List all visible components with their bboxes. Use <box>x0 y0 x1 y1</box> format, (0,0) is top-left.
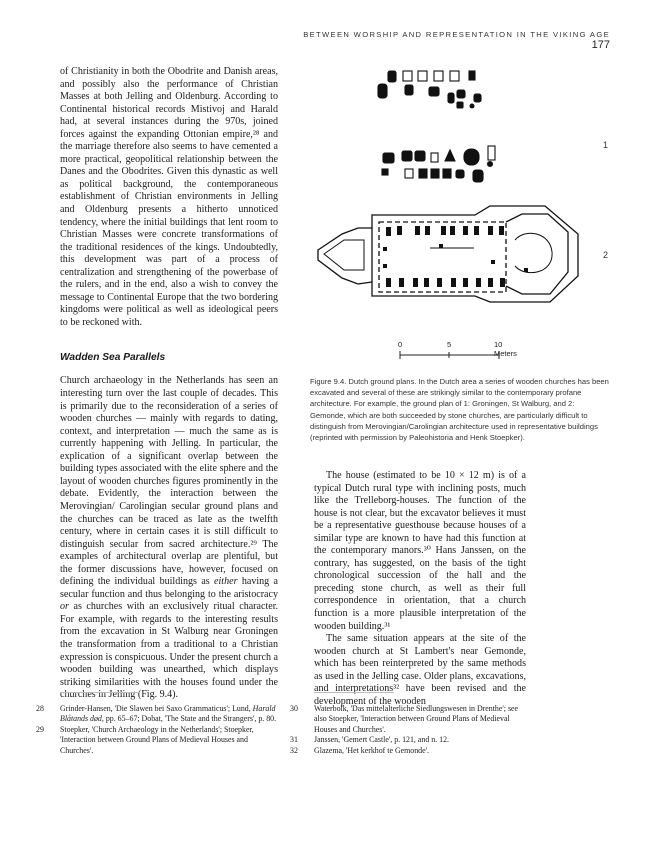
running-title: BETWEEN WORSHIP AND REPRESENTATION IN THE VIKING AGE <box>303 30 610 39</box>
body-paragraph: of Christianity in both the Obodrite and Danish areas, and possibly also the performance of Christian Masses at both Jelling and Oldenburg. According to Continental historical records Mistivoj and Harald had, at several instances during the 970s, joined forces against the expanding Ottonian empire,²⁸ and the marriage therefore also seems to have cemented a more practical, geopolitical relationship between the Danes and the Obodrites. Given this dynastic as well as political background, the contemporaneous establishment of Christian environments in Jelling and Oldenburg presents a hitherto unnoticed tendency, where the initial buildings that lent room to Christian Masses were concrete transformations of the traditional residences of the kings. Undoubtedly, this development was part of a process of centralization and strengthening of the powerbase of the rulers, and in the end, also a wish to convey the message to Continental Europe that the two bordering kingdoms were political as well as ideological peers to be reckoned with. <box>60 66 278 328</box>
scale-bar <box>384 340 517 365</box>
footnote <box>36 704 280 725</box>
footnote-number: 29 <box>36 724 44 734</box>
body-paragraph: The same situation appears at the site of the wooden church at St Lambert's near Gemonde, which has been reinterpreted by the same methods as used in the Jelling case. Older plans, excavations, and interpretations³² have been revised and the development of the wooden <box>314 633 526 707</box>
footnote-number: 28 <box>36 704 44 713</box>
right-column <box>314 470 526 708</box>
section-heading: Wadden Sea Parallels <box>60 352 166 364</box>
footnote-text: Glazema, 'Het kerkhof te Gemonde'. <box>314 745 430 755</box>
running-header <box>300 30 610 51</box>
figure-caption: Figure 9.4. Dutch ground plans. In the Dutch area a series of wooden churches has been excavated and several of these are strikingly similar to the contemporary profane architecture. For example, the ground plan of 1: Groningen, St Walburg, and 2: Gemonde, which are both succeeded by stone churches, are particularly difficult to distinguish from Merovingian/Carolingian architecture used in representative buildings (reprinted with permission by Paleohistoria and Henk Stoepker). <box>310 377 609 443</box>
footnote <box>290 735 530 745</box>
footnotes-right <box>290 704 530 756</box>
footnote-rule <box>314 692 394 693</box>
footnote-number: 31 <box>290 735 298 745</box>
footnote-italic: Harald Blåtands død <box>60 704 276 724</box>
text-run: Church archaeology in the Netherlands has seen an interesting turn over the last couple of decades. This is primarily due to the reconsideration of a series of wooden churches — mainly with regards to dating, context, and interpretation — much the same as is currently happening with Jelling. In particular, the explication of a significant overlap between the building types associated with the elite sphere and the layout of wooden churches figures prominently in the debate. Evidently, the interaction between the Merovingian/ Carolingian secular ground plans and the churches can be traced as late as the twelfth century, where in certain cases it is still difficult to distinguish secular from sacred architecture.²⁹ The examples of architectural overlap are plentiful, but the former discussions have, however, focused on defining the individual buildings as <box>60 375 278 588</box>
footnotes-left <box>36 704 280 756</box>
footnote-text: Waterbolk, 'Das mittelalterliche Siedlungswesen in Drenthe'; see also Stoepker, 'Interaction between Ground Plans of Medieval Houses and Churches'. <box>314 704 519 734</box>
plan-1-posts <box>378 71 495 182</box>
text-run: having a secular function and thus belonging to the aristocracy <box>60 576 278 600</box>
footnote-number: 30 <box>290 704 298 713</box>
footnote-text: Stoepker, 'Church Archaeology in the Netherlands'; Stoepker, 'Interaction between Ground Plans of Medieval Houses and Churches'. <box>60 724 254 755</box>
footnote-rule <box>60 692 140 693</box>
footnote-number: 32 <box>290 745 298 755</box>
body-paragraph <box>60 375 278 701</box>
emphasis: either <box>214 576 238 588</box>
scale-label: 5 <box>447 340 452 349</box>
emphasis: or <box>60 601 69 613</box>
plan-label-1: 1 <box>602 140 608 150</box>
footnote <box>290 704 530 735</box>
scale-label: 0 <box>398 340 403 349</box>
plan-2-church <box>318 206 578 302</box>
page-number: 177 <box>591 39 610 51</box>
ground-plan-figure <box>310 64 610 364</box>
plan-label-2: 2 <box>602 250 608 260</box>
footnote-text: , pp. 65–67; Dobat, 'The State and the Strangers', p. 80. <box>101 714 277 724</box>
text-run: as churches with an exclusively ritual character. For example, with regards to the interesting results from the excavation in St Walburg near Groningen the transformation from a traditional to a Christian expression is conspicuous. Under the present church a wooden building was unearthed, which displays striking similarities with the houses found under the churches in Jelling (Fig. 9.4). <box>60 601 278 701</box>
footnote-text: Janssen, 'Gemert Castle', p. 121, and n. 12. <box>314 735 449 745</box>
body-paragraph: The house (estimated to be 10 × 12 m) is of a typical Dutch rural type with inclining posts, much like the Trelleborg-houses. The function of the house is not clear, but the excavator believes it must be a representative guesthouse because houses of a similar type are known to have had this function at the contemporary manors.³⁰ Hans Janssen, on the contrary, has suggested, on the basis of the tight chronological succession of the hall and the preceding stone church, as well as their full correspondence in orientation, that a church function is a more plausible interpretation of the wooden building.³¹ <box>314 470 526 632</box>
scale-label: 10 Meters <box>494 340 517 358</box>
scale-bar-graphic <box>384 340 514 365</box>
footnote-text: Grinder-Hansen, 'Die Slawen bei Saxo Grammaticus'; Lund, <box>60 704 253 713</box>
left-column <box>60 66 278 702</box>
footnote <box>36 725 280 756</box>
footnote <box>290 746 530 756</box>
